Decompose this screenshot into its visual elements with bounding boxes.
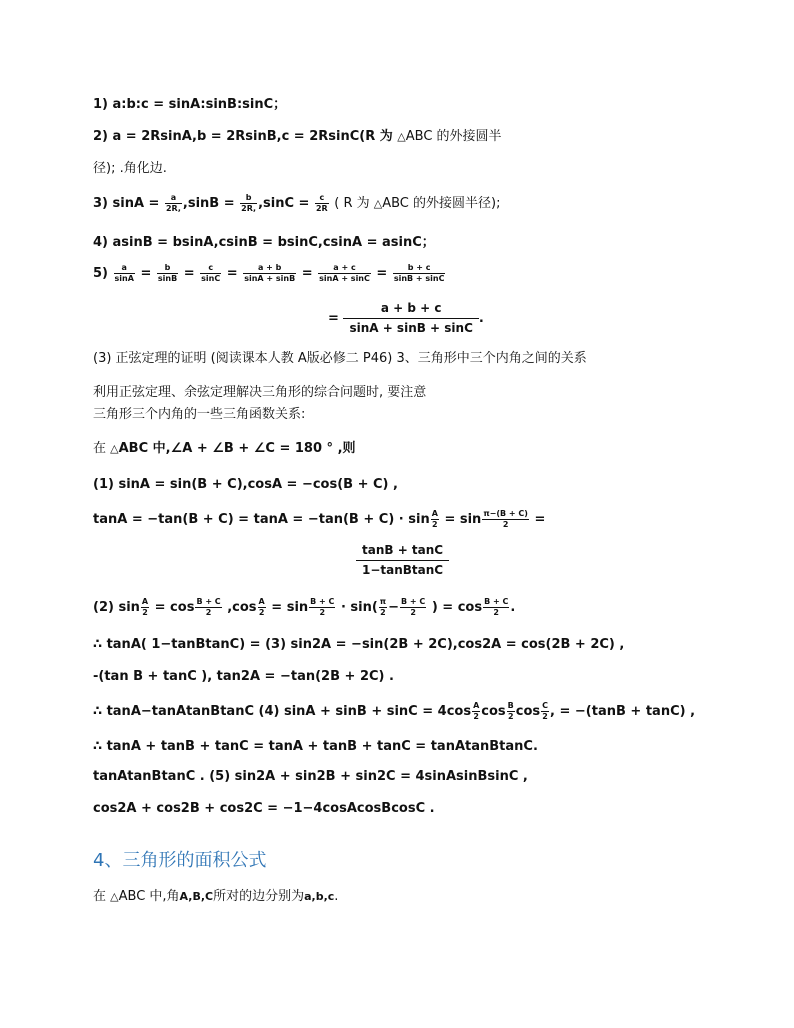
section-heading: 4、三角形的面积公式 [93,850,267,871]
text: (2) sin [93,600,140,615]
text: 所对的边分别为 [213,889,305,904]
denominator: 2 [493,608,499,617]
fraction [195,598,221,617]
equals: = [328,311,339,327]
numerator: a [165,194,182,204]
line-ratio: 1) a:b:c = sinA:sinB:sinC； [93,97,287,112]
text: tanA = −tan(B + C) = tanA = −tan(B + C) · sin [93,512,430,527]
denominator: 2 [507,712,514,721]
line-equal-ratio: 4) asinB = bsinA,csinB = bsinC,csinA = asinC； [93,235,435,250]
fraction [141,598,149,617]
line-note-1: 利用正弦定理、余弦定理解决三角形的综合问题时, 要注意 [93,385,427,400]
numerator: π−(B + C) [483,509,528,518]
fraction [200,264,221,283]
line-half-angle [93,598,515,617]
text: = [534,512,546,527]
numerator: A [258,597,265,606]
denominator: 2 [542,712,548,721]
denominator: sinA [114,274,134,283]
denominator: 2 [380,608,386,617]
text: ,sinB = [182,196,235,211]
fraction [482,510,529,529]
line-tan-fraction [356,544,449,577]
line-area-intro [93,888,338,906]
equals: = [140,266,152,281]
denominator: 2 [258,608,265,617]
denominator: sinA + sinB + sinC [349,321,473,336]
numerator: a + b + c [343,302,478,319]
denominator: sinB [157,274,178,283]
fraction [431,510,439,529]
line-identity-3: ∴ tanA( 1−tanBtanC) = (3) sin2A = −sin(2B + 2C),cos2A = cos(2B + 2C) , [93,637,625,652]
text: 3) sinA = [93,196,160,211]
fraction [309,598,335,617]
fraction [157,264,178,283]
numerator: a + b [243,264,296,274]
denominator: 2 [205,608,212,617]
fraction [243,264,296,283]
numerator: B + C [310,597,335,606]
denominator: 2R [315,204,328,213]
text: ABC 的外接圆半 [405,129,502,144]
denominator: 2 [502,520,509,529]
numerator: c [200,264,221,274]
triangle-icon: △ [110,890,119,903]
period: . [478,311,484,327]
line-sin-ratio [93,194,500,213]
denominator: 1−tanBtanC [362,563,444,578]
denominator: sinA + sinC [319,274,370,283]
minus: − [388,600,400,615]
text: ,cos [227,600,257,615]
line-note-2: 三角形三个内角的一些三角函数关系: [93,407,306,422]
text: ABC 中,∠A + ∠B + ∠C = 180 ° ,则 [118,441,356,456]
fraction [472,702,480,721]
text: ) = cos [431,600,483,615]
fraction [507,702,515,721]
numerator: tanB + tanC [356,544,449,561]
denominator: 2R, [241,204,257,213]
fraction [343,302,478,335]
numerator: A [431,509,438,518]
text: ABC 中,角 [118,889,180,904]
numerator: C [542,701,549,710]
fraction [258,598,266,617]
fraction [393,264,446,283]
numerator: c [315,194,329,204]
line-identity-4: -(tan B + tanC ), tan2A = −tan(2B + 2C) . [93,669,394,684]
line-identity-8: cos2A + cos2B + cos2C = −1−4cosAcosBcosC . [93,801,435,816]
text: cos [515,704,541,719]
denominator: sinB + sinC [393,274,445,283]
text: 在 [93,889,111,904]
line-identity-5 [93,702,695,721]
numerator: B [507,701,514,710]
text: = cos [154,600,195,615]
numerator: B + C [484,597,509,606]
fraction [240,194,257,213]
text: = sin [271,600,309,615]
fraction [483,598,509,617]
numerator: a + c [318,264,371,274]
fraction [315,194,329,213]
line-tan-identity [93,510,545,529]
triangle-icon: △ [373,197,383,210]
text: A,B,C [179,890,214,903]
denominator: 2 [473,712,479,721]
numerator: b [157,264,178,274]
numerator: π [379,597,387,606]
numerator: b + c [393,264,446,274]
equals: = [183,266,195,281]
triangle-icon: △ [397,130,406,143]
denominator: 2 [432,520,438,529]
line-ratio-sum-final [328,302,484,335]
equals: = [376,266,388,281]
numerator: b [240,194,257,204]
fraction [379,598,387,617]
line-proof-note: (3) 正弦定理的证明 (阅读课本人教 A版必修二 P46) 3、三角形中三个内角之间的关系 [93,351,587,366]
fraction [400,598,426,617]
fraction [114,264,135,283]
numerator: B + C [401,597,426,606]
text: ∴ tanA−tanAtanBtanC (4) sinA + sinB + sinC = 4cos [93,704,472,719]
equals: = [226,266,238,281]
text: · sin( [340,600,378,615]
line-identity-1: (1) sinA = sin(B + C),cosA = −cos(B + C) , [93,477,398,492]
equals: = [301,266,313,281]
text: . [510,600,516,615]
text: ( R 为 [334,196,374,211]
numerator: A [473,701,480,710]
text: ABC 的外接圆半径); [382,196,501,211]
text: 在 [93,441,111,456]
numerator: A [141,597,149,606]
triangle-icon: △ [110,442,119,455]
numerator: a [114,264,135,274]
text: cos [481,704,506,719]
denominator: 2R, [165,204,181,213]
denominator: 2 [410,608,416,617]
text: a,b,c [304,890,335,903]
fraction [165,194,182,213]
text: ,sinC = [258,196,310,211]
text: = sin [444,512,482,527]
denominator: 2 [319,608,326,617]
text: . [334,889,339,904]
fraction [318,264,371,283]
denominator: sinA + sinB [244,274,296,283]
line-angle-sum [93,440,356,458]
fraction [356,544,449,577]
line-ratio-sum [93,264,446,283]
line-identity-6: ∴ tanA + tanB + tanC = tanA + tanB + tanC = tanAtanBtanC. [93,739,538,754]
text: 5) [93,266,108,281]
denominator: 2 [142,608,148,617]
text: , = −(tanB + tanC) , [550,704,696,719]
text: 2) a = 2RsinA,b = 2RsinB,c = 2RsinC(R 为 [93,129,398,144]
numerator: B + C [196,597,221,606]
denominator: sinC [201,274,221,283]
line-2r-form [93,128,502,146]
fraction [541,702,549,721]
line-radius-continued: 径); .角化边. [93,161,167,176]
line-identity-7: tanAtanBtanC . (5) sin2A + sin2B + sin2C = 4sinAsinBsinC , [93,769,528,784]
